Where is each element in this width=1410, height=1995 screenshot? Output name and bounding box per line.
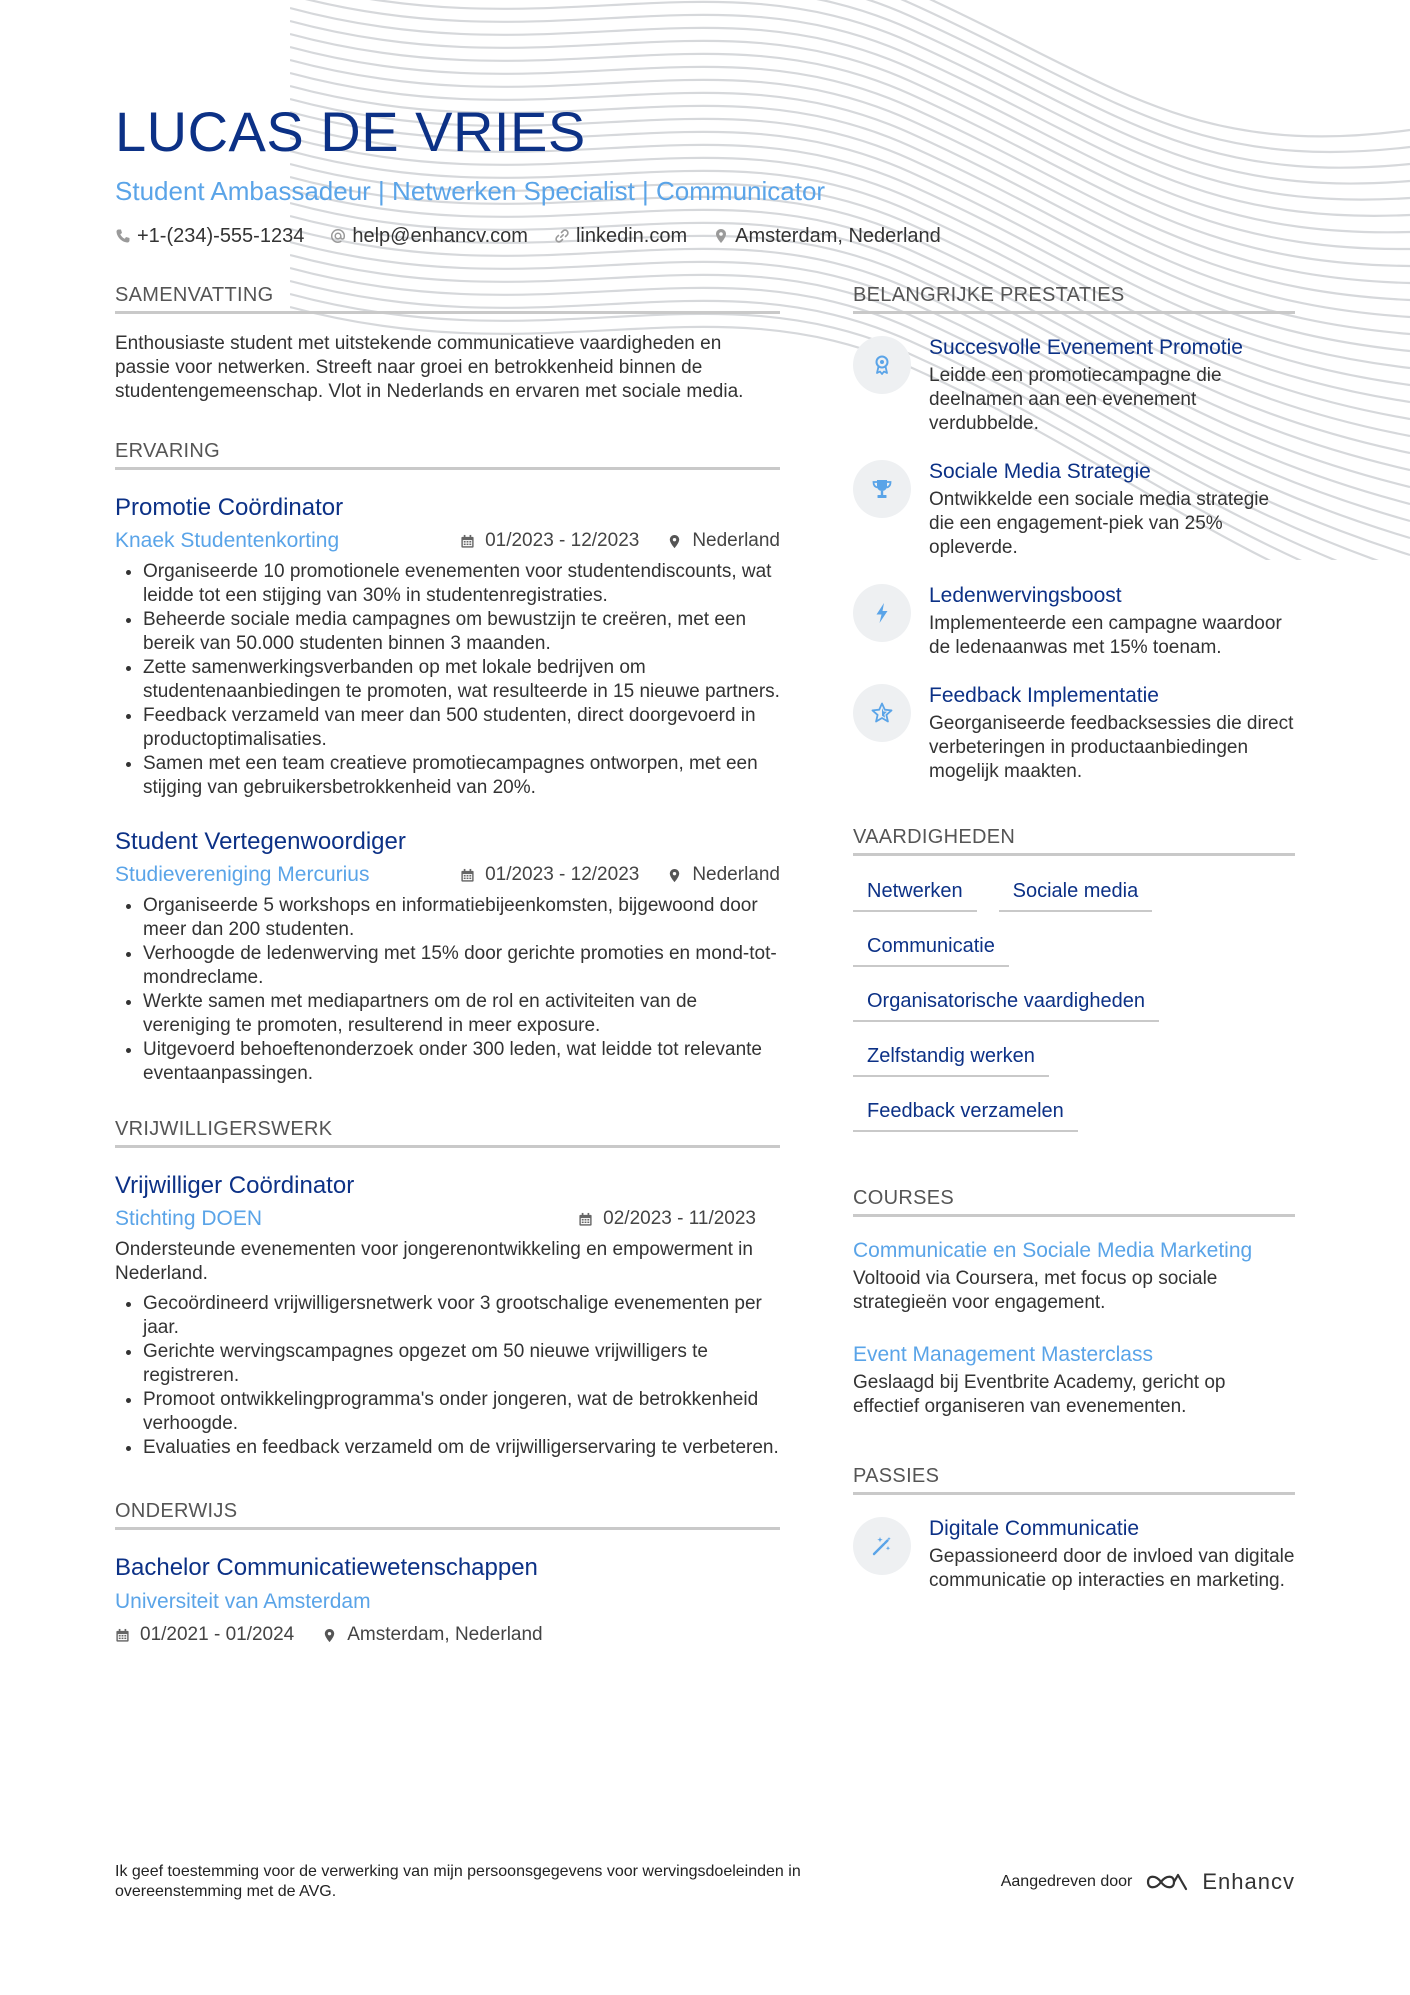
courses-heading: COURSES: [853, 1185, 1295, 1217]
bullet-item: Zette samenwerkingsverbanden op met lokale bedrijven om studentenaanbiedingen te promoten, wat resulteerde in 15 nieuwe partners.: [115, 656, 780, 704]
job-location: [667, 862, 780, 888]
achievement-item: [853, 582, 1295, 660]
candidate-name: LUCAS DE VRIES: [115, 100, 586, 163]
volunteer-date-text: 02/2023 - 11/2023: [603, 1208, 756, 1229]
achievements-section: [853, 282, 1295, 784]
bullet-item: Evaluaties en feedback verzameld om de vrijwilligerservaring te verbeteren.: [115, 1436, 780, 1460]
achievement-text: Ontwikkelde een sociale media strategie die een engagement-piek van 25% opleverde.: [929, 489, 1270, 558]
achievement-text: Georganiseerde feedbacksessies die direct verbeteringen in productaanbiedingen mogelijk maakten.: [929, 713, 1294, 782]
achievement-text: Leidde een promotiecampagne die deelnamen aan een evenement verdubbelde.: [929, 365, 1222, 434]
education-meta: [115, 1622, 780, 1648]
map-pin-icon: [713, 228, 729, 244]
course-title: Event Management Masterclass: [853, 1343, 1153, 1366]
resume-header: [115, 96, 1115, 250]
achievement-body: [929, 458, 1295, 560]
contact-phone[interactable]: [115, 222, 304, 250]
course-title: Communicatie en Sociale Media Marketing: [853, 1239, 1253, 1262]
skill-tag: Feedback verzamelen: [853, 1090, 1078, 1132]
bullet-item: Feedback verzameld van meer dan 500 studenten, direct doorgevoerd in productoptimalisaties.: [115, 704, 780, 752]
achievement-title: Sociale Media Strategie: [929, 460, 1151, 483]
summary-text: Enthousiaste student met uitstekende communicatieve vaardigheden en passie voor netwerken. Streeft naar groei en betrokkenheid binnen de studentengemeenschap. Vlot in Nederlands en ervaren met sociale media.: [115, 333, 744, 402]
achievement-body: [929, 682, 1295, 784]
bullet-item: Verhoogde de ledenwerving met 15% door gerichte promoties en mond-tot-mondreclame.: [115, 942, 780, 990]
achievement-body: [929, 582, 1295, 660]
bullet-item: Gecoördineerd vrijwilligersnetwerk voor 3 grootschalige evenementen per jaar.: [115, 1292, 780, 1340]
job-meta: [115, 862, 780, 888]
experience-heading: ERVARING: [115, 438, 780, 470]
job-date: [460, 528, 639, 554]
volunteer-description: Ondersteunde evenementen voor jongerenontwikkeling en empowerment in Nederland.: [115, 1239, 753, 1284]
contact-phone-text: +1-(234)-555-1234: [137, 225, 305, 247]
education-section: [115, 1498, 780, 1648]
contact-linkedin-text: linkedin.com: [575, 225, 688, 247]
skill-tag: Communicatie: [853, 925, 1009, 967]
achievement-title: Succesvolle Evenement Promotie: [929, 336, 1243, 359]
volunteer-section: [115, 1116, 780, 1460]
achievements-heading: BELANGRIJKE PRESTATIES: [853, 282, 1295, 314]
job-title: Student Vertegenwoordiger: [115, 828, 406, 855]
enhancv-logo-icon: [1144, 1871, 1190, 1893]
volunteer-bullets: [115, 1292, 780, 1460]
job-title: Promotie Coördinator: [115, 494, 344, 521]
powered-by-label: Aangedreven door: [1000, 1873, 1133, 1890]
course-item: [853, 1341, 1295, 1419]
achievement-body: [929, 334, 1295, 436]
map-pin-icon: [667, 534, 682, 549]
job-location-text: Nederland: [692, 530, 780, 551]
course-text: Voltooid via Coursera, met focus op sociale strategieën voor engagement.: [853, 1268, 1218, 1313]
experience-section: [115, 438, 780, 1086]
bullet-item: Uitgevoerd behoeftenonderzoek onder 300 leden, wat leidde tot relevante eventaanpassingen.: [115, 1038, 780, 1086]
award-icon: [853, 336, 911, 394]
volunteer-role: Vrijwilliger Coördinator: [115, 1172, 355, 1199]
contact-location: [713, 222, 941, 250]
achievement-item: [853, 458, 1295, 560]
education-date-text: 01/2021 - 01/2024: [140, 1624, 295, 1645]
skill-tag: Netwerken: [853, 870, 977, 912]
bullet-item: Organiseerde 5 workshops en informatiebijeenkomsten, bijgewoond door meer dan 200 studenten.: [115, 894, 780, 942]
skills-heading: VAARDIGHEDEN: [853, 824, 1295, 856]
job-date: [460, 862, 639, 888]
education-degree: Bachelor Communicatiewetenschappen: [115, 1554, 538, 1581]
calendar-icon: [578, 1212, 593, 1227]
bullet-item: Samen met een team creatieve promotiecampagnes ontworpen, met een stijging van gebruikersbetrokkenheid van 20%.: [115, 752, 780, 800]
volunteer-meta: [115, 1206, 780, 1232]
skills-list: [853, 870, 1295, 1145]
education-location: [322, 1622, 542, 1648]
passions-heading: PASSIES: [853, 1463, 1295, 1495]
left-column: [115, 282, 780, 1682]
job-company: Studievereniging Mercurius: [115, 863, 370, 886]
at-icon: [330, 228, 346, 244]
experience-item: [115, 826, 780, 1086]
experience-item: [115, 492, 780, 800]
job-location-text: Nederland: [692, 864, 780, 885]
contact-location-text: Amsterdam, Nederland: [735, 225, 941, 247]
magic-wand-icon: [853, 1517, 911, 1575]
skill-tag: Sociale media: [999, 870, 1153, 912]
consent-text: Ik geef toestemming voor de verwerking van mijn persoonsgegevens voor wervingsdoeleinden in overeenstemming met de AVG.: [115, 1863, 801, 1900]
achievement-item: [853, 682, 1295, 784]
achievement-title: Ledenwervingsboost: [929, 584, 1122, 607]
education-date: [115, 1622, 294, 1648]
powered-by[interactable]: [1001, 1869, 1295, 1895]
bullet-item: Beheerde sociale media campagnes om bewustzijn te creëren, met een bereik van 50.000 studenten binnen 3 maanden.: [115, 608, 780, 656]
bullet-item: Werkte samen met mediapartners om de rol en activiteiten van de vereniging te promoten, resulterend in meer exposure.: [115, 990, 780, 1038]
star-icon: [853, 684, 911, 742]
bullet-item: Gerichte wervingscampagnes opgezet om 50 nieuwe vrijwilligers te registreren.: [115, 1340, 780, 1388]
volunteer-item: [115, 1170, 780, 1460]
achievement-item: [853, 334, 1295, 436]
map-pin-icon: [322, 1628, 337, 1643]
calendar-icon: [115, 1628, 130, 1643]
job-bullets: [115, 894, 780, 1086]
contact-email-text: help@enhancv.com: [352, 225, 528, 247]
skill-tag: Zelfstandig werken: [853, 1035, 1049, 1077]
calendar-icon: [460, 534, 475, 549]
skill-tag: Organisatorische vaardigheden: [853, 980, 1159, 1022]
job-location: [667, 528, 780, 554]
trophy-icon: [853, 460, 911, 518]
achievement-text: Implementeerde een campagne waardoor de ledenaanwas met 15% toenam.: [929, 613, 1282, 658]
passion-title: Digitale Communicatie: [929, 1517, 1140, 1540]
passions-section: [853, 1463, 1295, 1593]
education-school: Universiteit van Amsterdam: [115, 1590, 371, 1613]
summary-section: [115, 282, 780, 404]
calendar-icon: [460, 868, 475, 883]
bullet-item: Organiseerde 10 promotionele evenementen voor studentendiscounts, wat leidde tot een stijging van 30% in studentenregistraties.: [115, 560, 780, 608]
education-location-text: Amsterdam, Nederland: [347, 1624, 543, 1645]
passion-body: [929, 1515, 1295, 1593]
right-column: [853, 282, 1295, 1627]
brand-name: Enhancv: [1202, 1869, 1295, 1894]
course-text: Geslaagd bij Eventbrite Academy, gericht op effectief organiseren van evenementen.: [853, 1372, 1226, 1417]
job-date-text: 01/2023 - 12/2023: [485, 530, 640, 551]
phone-icon: [115, 228, 131, 244]
passion-text: Gepassioneerd door de invloed van digitale communicatie op interacties en marketing.: [929, 1546, 1295, 1591]
job-bullets: [115, 560, 780, 800]
education-heading: ONDERWIJS: [115, 1498, 780, 1530]
contact-email[interactable]: [330, 222, 528, 250]
contact-list: [115, 222, 1115, 250]
contact-linkedin[interactable]: [554, 222, 687, 250]
passion-item: [853, 1515, 1295, 1593]
link-icon: [554, 228, 570, 244]
job-date-text: 01/2023 - 12/2023: [485, 864, 640, 885]
education-item: [115, 1552, 780, 1648]
bullet-item: Promoot ontwikkelingprogramma's onder jongeren, wat de betrokkenheid verhoogde.: [115, 1388, 780, 1436]
volunteer-org: Stichting DOEN: [115, 1207, 263, 1230]
achievement-title: Feedback Implementatie: [929, 684, 1159, 707]
page-footer: [115, 1862, 1295, 1902]
map-pin-icon: [667, 868, 682, 883]
courses-section: [853, 1185, 1295, 1419]
lightning-icon: [853, 584, 911, 642]
candidate-tagline: Student Ambassadeur | Netwerken Specialist | Communicator: [115, 176, 826, 206]
summary-heading: SAMENVATTING: [115, 282, 780, 314]
volunteer-date: [578, 1206, 756, 1232]
volunteer-heading: VRIJWILLIGERSWERK: [115, 1116, 780, 1148]
job-company: Knaek Studentenkorting: [115, 529, 340, 552]
skills-section: [853, 824, 1295, 1145]
job-meta: [115, 528, 780, 554]
course-item: [853, 1237, 1295, 1315]
